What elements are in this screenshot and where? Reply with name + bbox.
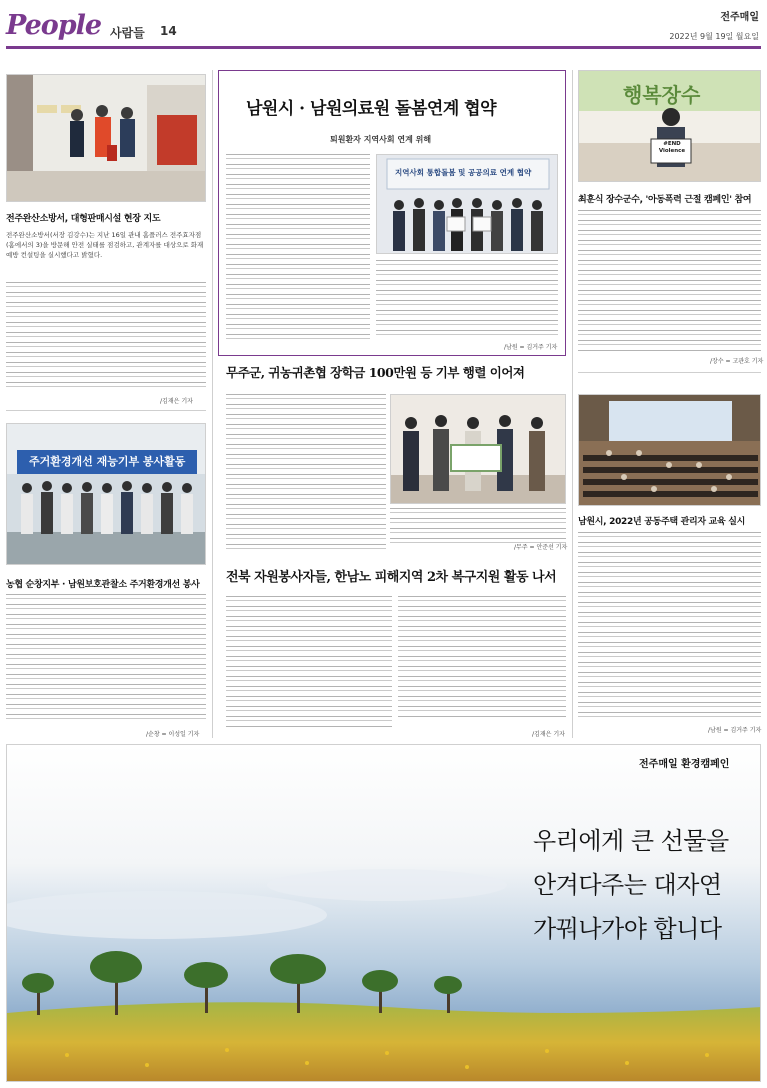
jangsu-caption: 최훈식 장수군수, '아동폭력 근절 캠페인' 참여: [578, 195, 752, 205]
section-title: People: [6, 10, 102, 41]
featured-body-right: [376, 260, 558, 338]
campaign-line-3: 가꿔나가야 합니다: [533, 915, 722, 943]
fire-inspection-credit: /김재은 기자: [160, 398, 193, 405]
muju-donation-photo: [390, 394, 566, 504]
volunteer-body: [6, 594, 206, 724]
namwon-education-caption: 남원시, 2022년 공동주택 관리자 교육 실시: [578, 517, 746, 527]
jeonbuk-headline: 전북 자원봉사자들, 한남노 피해지역 2차 복구지원 활동 나서: [226, 570, 557, 585]
featured-subhead: 퇴원환자 지역사회 연계 위해: [330, 135, 432, 144]
auditorium-illustration: [579, 395, 761, 506]
featured-headline: 남원시 · 남원의료원 돌봄연계 협약: [246, 99, 496, 119]
agreement-banner-text: 지역사회 통합돌봄 및 공공의료 연계 협약: [395, 168, 532, 177]
jangsu-campaign-photo: [578, 70, 761, 182]
muju-body: [226, 394, 386, 550]
muju-credit: /무주 = 안준선 기자: [514, 544, 568, 551]
page-header: [0, 0, 767, 52]
environment-campaign-banner: [6, 744, 761, 1082]
volunteer-caption: 농협 순창지부 · 남원보호관찰소 주거환경개선 봉사: [6, 580, 200, 590]
jangsu-credit: /장수 = 고관호 기자: [710, 358, 764, 365]
fire-inspection-caption: 전주완산소방서, 대형판매시설 현장 지도: [6, 214, 161, 224]
divider: [6, 410, 206, 411]
jeonbuk-credit: /김재은 기자: [532, 731, 565, 738]
page-number: 14: [160, 24, 177, 38]
donation-illustration: [391, 395, 566, 504]
fire-inspection-body: [6, 282, 206, 390]
namwon-education-photo: [578, 394, 761, 506]
agreement-photo: [376, 154, 558, 254]
muju-headline: 무주군, 귀농귀촌협 장학금 100만원 등 기부 행렬 이어져: [226, 365, 525, 380]
jangsu-body: [578, 210, 761, 354]
volunteer-group-photo: [6, 423, 206, 565]
fire-inspection-illustration: [7, 75, 206, 202]
featured-credit: /남원 = 김거주 기자: [504, 344, 558, 351]
campaign-line-1: 우리에게 큰 선물을: [533, 827, 729, 855]
namwon-education-body: [578, 532, 761, 722]
jangsu-banner-text: 행복장수: [623, 83, 701, 107]
publication-date: 2022년 9월 19일 월요일: [669, 32, 759, 41]
campaign-label: 전주매일 환경캠페인: [639, 759, 730, 770]
jangsu-sign-text: #END Violence: [658, 141, 686, 154]
section-label: 사람들: [110, 26, 145, 40]
jeonbuk-body-left: [226, 596, 392, 728]
jeonbuk-body-right: [398, 596, 566, 720]
publication-name: 전주매일: [720, 12, 759, 23]
divider: [578, 372, 761, 373]
volunteer-illustration: [7, 424, 206, 565]
column-divider: [212, 70, 213, 738]
campaign-line-2: 안겨다주는 대자연: [533, 871, 722, 899]
fire-inspection-photo: [6, 74, 206, 202]
column-divider: [572, 70, 573, 738]
fire-inspection-lead: 전주완산소방서(서장 김강수)는 지난 16일 관내 홈플러스 전주효자점(홈에서의 3)을 방문해 안전 실태를 점검하고, 관계자를 대상으로 화재예방 컨설팅을 실시했다고 밝혔다.: [6, 231, 204, 259]
featured-body-left: [226, 154, 370, 342]
header-rule: [6, 46, 761, 49]
volunteer-banner-text: 주거환경개선 재능기부 봉사활동: [29, 455, 186, 468]
muju-body-right: [390, 508, 566, 544]
namwon-education-credit: /남원 = 김거주 기자: [708, 727, 762, 734]
volunteer-credit: /순창 = 이성일 기자: [146, 731, 200, 738]
